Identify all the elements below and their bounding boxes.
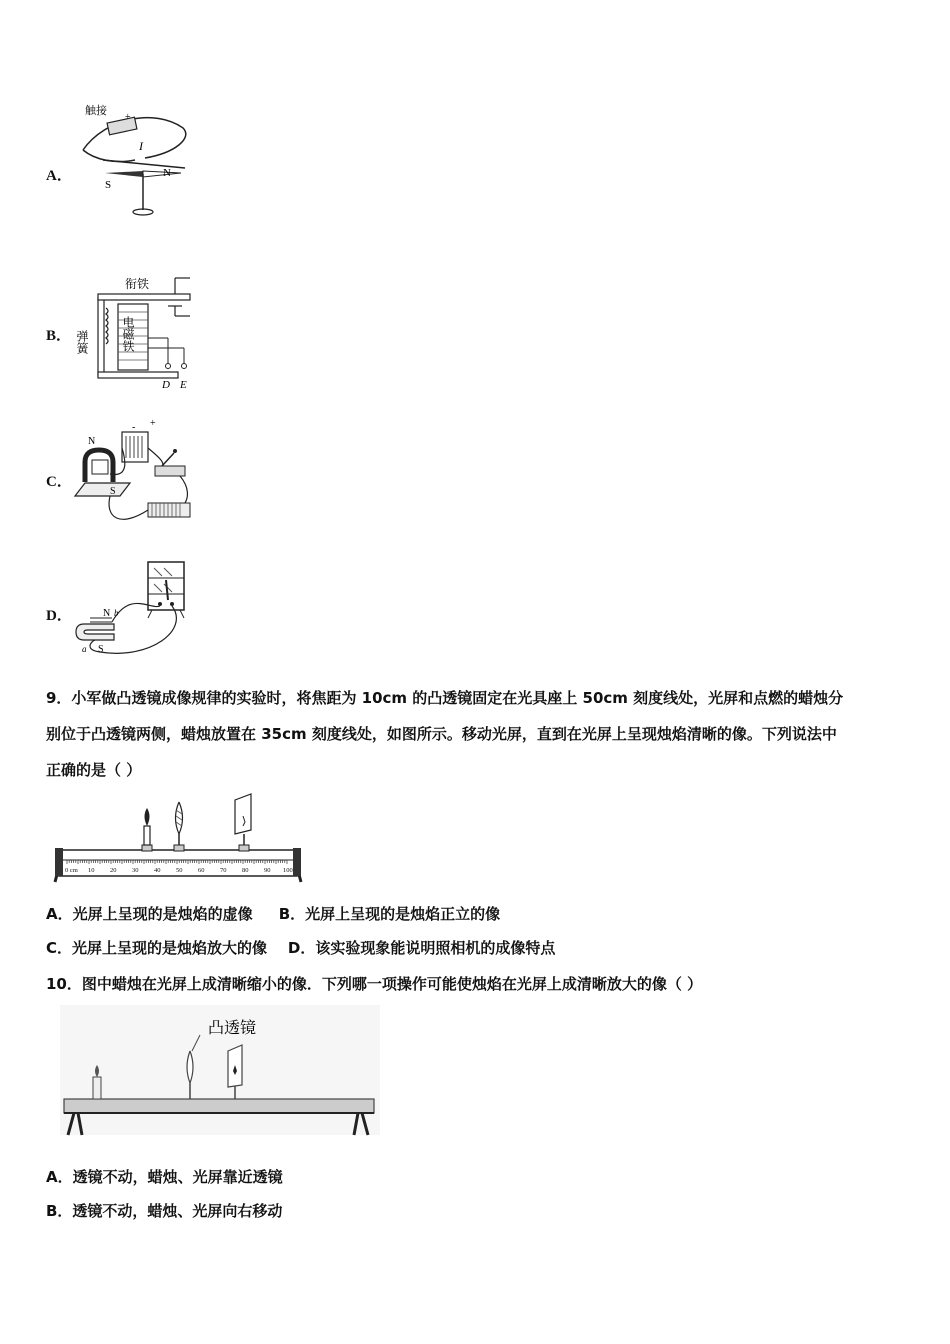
svg-text:+: +	[150, 418, 156, 429]
figure-optical-bench-ruler	[45, 790, 310, 885]
tick-label-30: 30	[132, 867, 139, 874]
tick-label-20: 20	[110, 867, 117, 874]
lens-label: 凸透镜	[208, 1018, 257, 1037]
tick-label-50: 50	[176, 867, 183, 874]
option-b-label: B．	[46, 328, 72, 344]
figure-option-a-oersted	[75, 98, 195, 223]
svg-text:+: +	[125, 112, 131, 123]
svg-text:E: E	[180, 379, 187, 391]
svg-text:I: I	[139, 139, 143, 153]
q10-answer-a[interactable]: A．透镜不动，蜡烛、光屏靠近透镜	[46, 1168, 283, 1186]
question-9-answers-row-1	[46, 903, 500, 924]
tick-label-60: 60	[198, 867, 205, 874]
convex-lens	[174, 802, 184, 851]
tick-label-100: 100	[283, 867, 293, 874]
svg-text:a: a	[82, 644, 87, 654]
svg-text:S: S	[110, 486, 116, 497]
figure-option-d-generator	[70, 560, 195, 662]
svg-text:S: S	[98, 644, 104, 655]
svg-text:D: D	[162, 379, 170, 391]
svg-text:b: b	[114, 608, 119, 618]
figure-option-c-motor	[70, 418, 200, 536]
question-9-line-1: 9．小军做凸透镜成像规律的实验时，将焦距为 10cm 的凸透镜固定在光具座上 50cm 刻度线处，光屏和点燃的蜡烛分	[46, 689, 844, 707]
text-touch: 触接	[85, 105, 107, 117]
svg-text:N: N	[88, 436, 96, 447]
tick-label-10: 10	[88, 867, 95, 874]
tick-label-0: 0 cm	[65, 867, 78, 874]
light-screen	[235, 794, 251, 851]
q10-answer-b[interactable]: B．透镜不动，蜡烛、光屏向右移动	[46, 1202, 283, 1220]
tick-label-90: 90	[264, 867, 271, 874]
q9-answer-d[interactable]: D．该实验现象能说明照相机的成像特点	[287, 939, 556, 957]
question-9-line-2: 别位于凸透镜两侧，蜡烛放置在 35cm 刻度线处，如图所示。移动光屏，直到在光屏上呈现烛焰清晰的像。下列说法中	[46, 725, 837, 743]
option-a-label: A．	[46, 168, 72, 184]
option-c-label: C．	[46, 474, 72, 490]
figure-option-b-relay	[75, 268, 200, 393]
svg-text:弹簧: 弹簧	[75, 330, 89, 354]
question-9-stem	[46, 680, 916, 788]
question-10-stem: 10．图中蜡烛在光屏上成清晰缩小的像．下列哪一项操作可能使烛焰在光屏上成清晰放大的像（ ）	[46, 975, 703, 993]
question-9-answers-row-2	[46, 937, 555, 958]
ruler-minor-ticks	[67, 860, 287, 864]
svg-text:电磁铁: 电磁铁	[121, 316, 135, 352]
option-d-label: D．	[46, 608, 72, 624]
figure-q10-optical-bench	[60, 1005, 380, 1135]
svg-text:N: N	[103, 608, 111, 619]
svg-text:-: -	[132, 422, 136, 433]
svg-text:N: N	[163, 167, 171, 179]
q9-answer-b[interactable]: B．光屏上呈现的是烛焰正立的像	[278, 905, 501, 923]
svg-text:S: S	[105, 179, 112, 191]
tick-label-80: 80	[242, 867, 249, 874]
tick-label-40: 40	[154, 867, 161, 874]
svg-text:衔铁: 衔铁	[125, 277, 150, 291]
tick-label-70: 70	[220, 867, 227, 874]
q9-answer-c[interactable]: C．光屏上呈现的是烛焰放大的像	[46, 939, 268, 957]
candle	[142, 808, 152, 851]
question-9-line-3: 正确的是（ ）	[46, 761, 142, 779]
q9-answer-a[interactable]: A．光屏上呈现的是烛焰的虚像	[46, 905, 253, 923]
